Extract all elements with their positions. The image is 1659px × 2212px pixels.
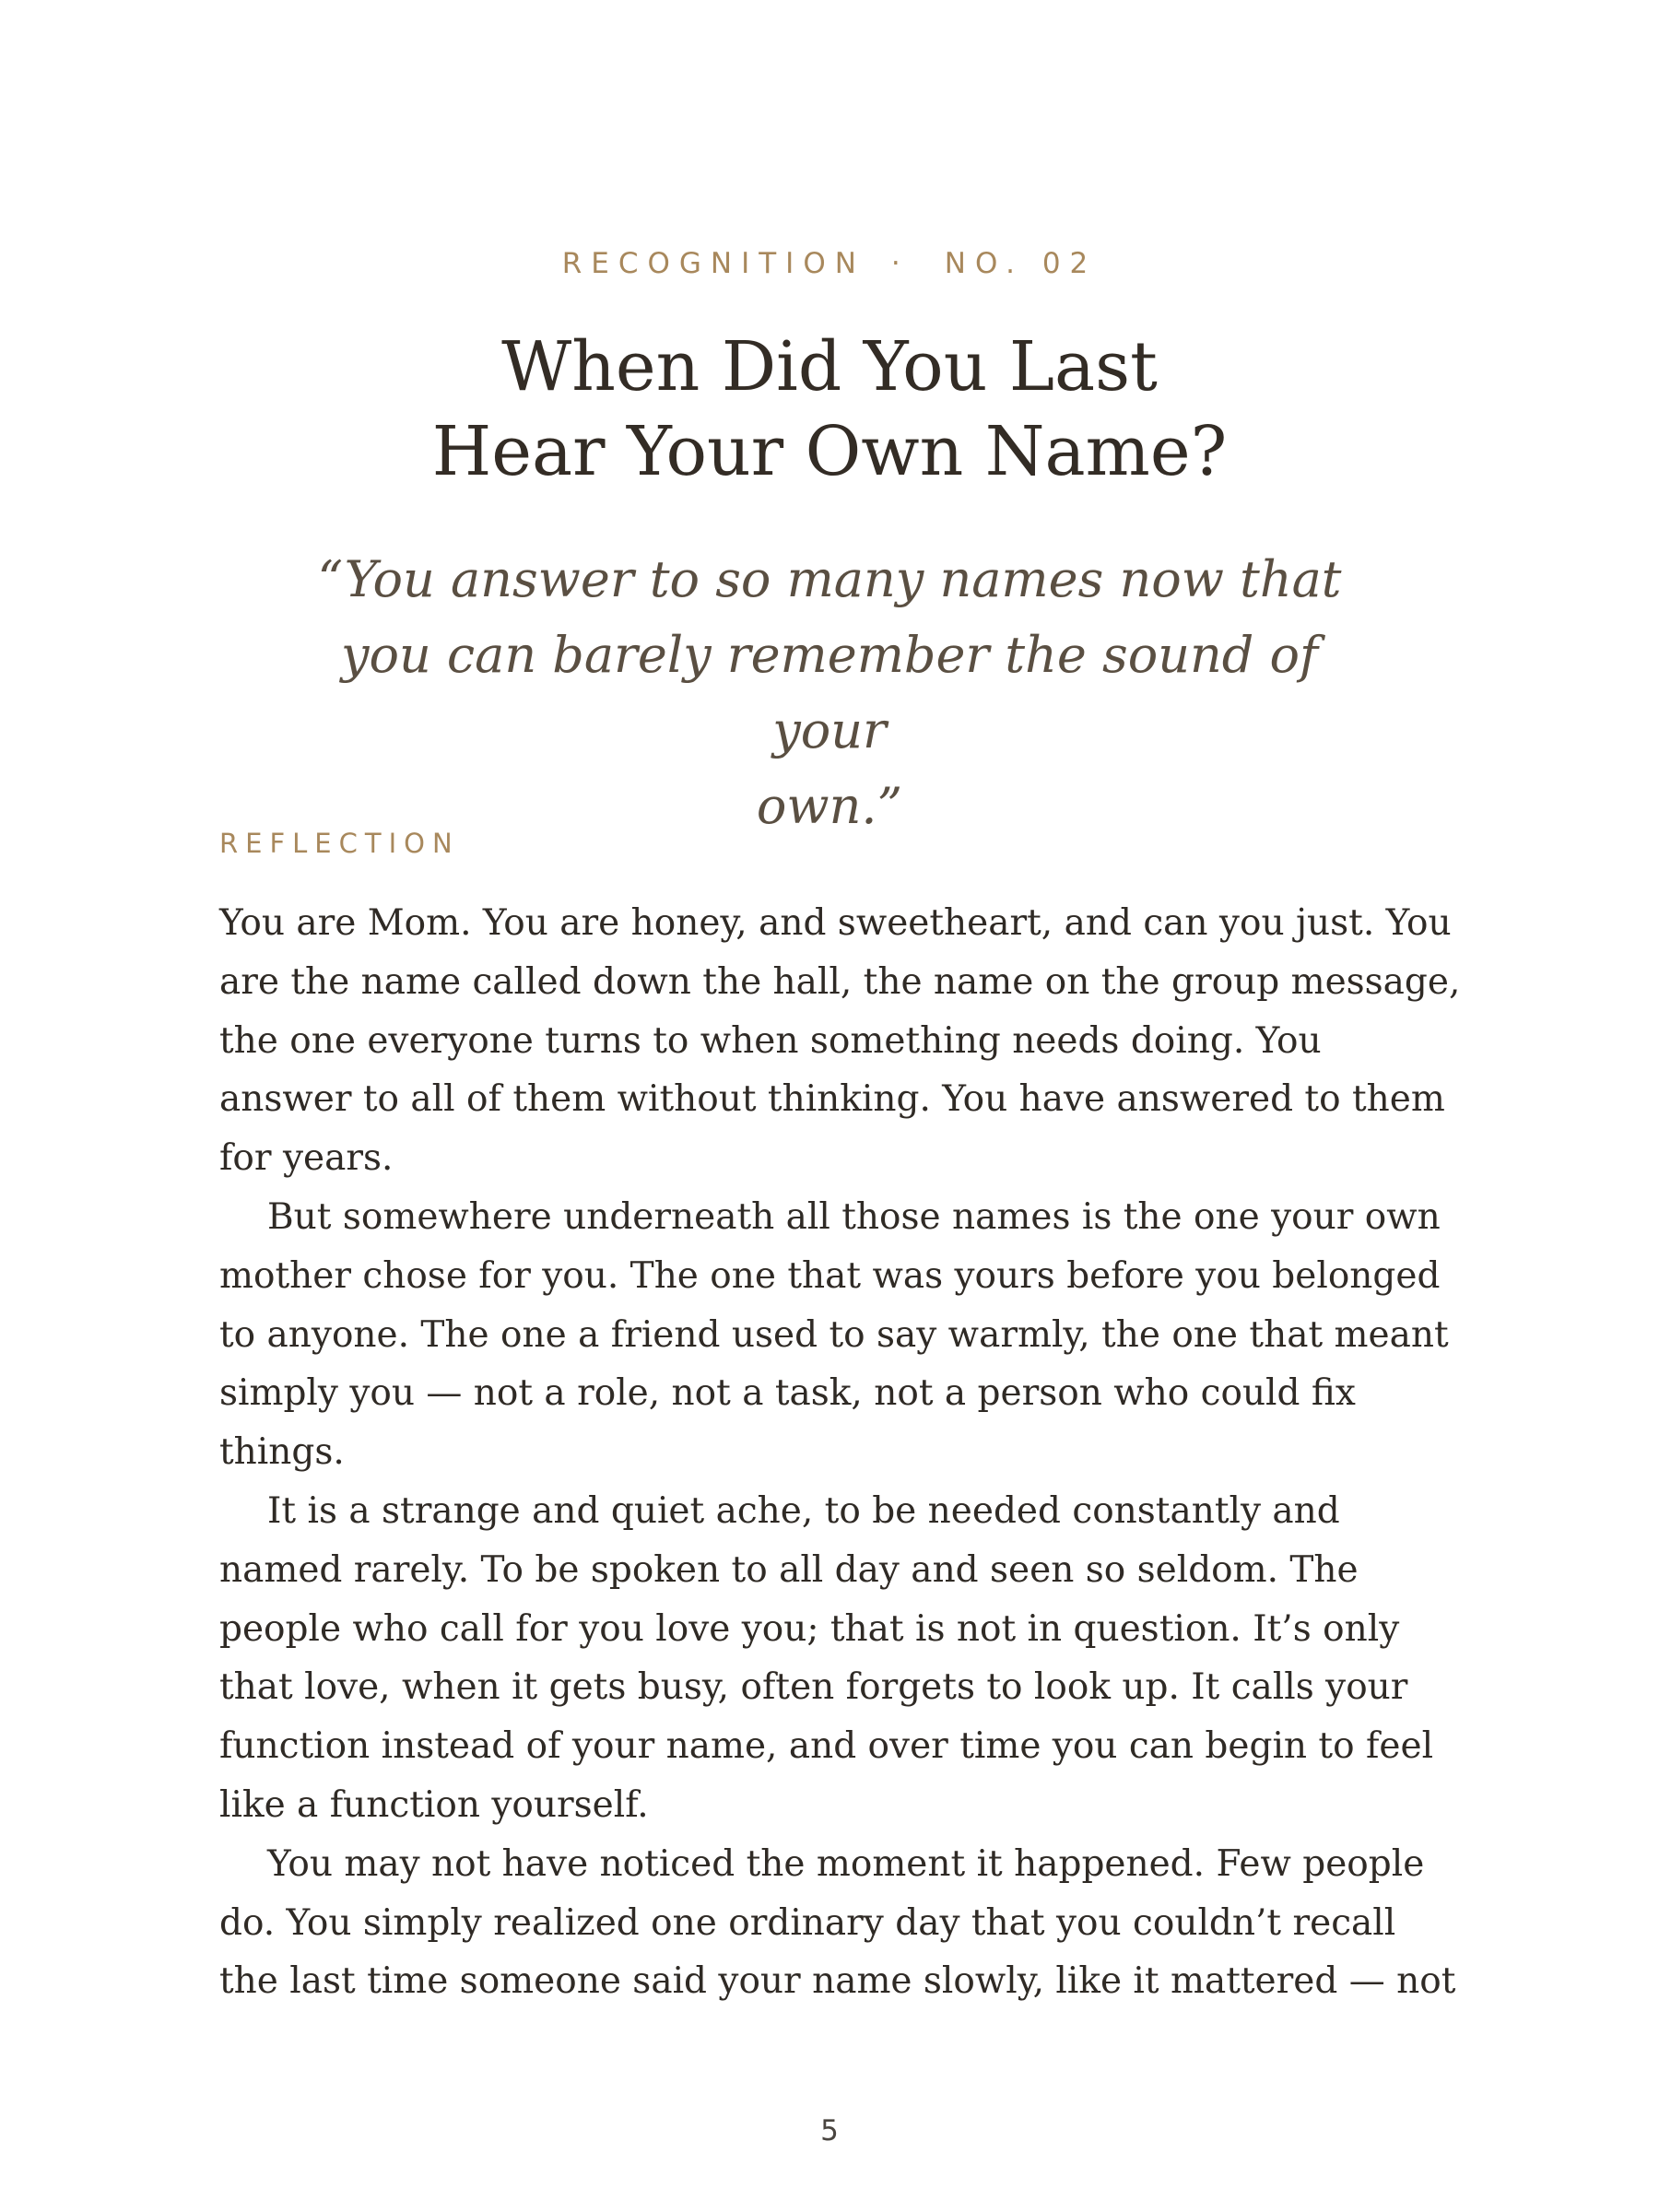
chapter-title-line: Hear Your Own Name?: [431, 412, 1228, 491]
text-line: It is a strange and quiet ache, to be needed constantly and: [267, 1489, 1340, 1532]
text-line: the one everyone turns to when something needs doing. You: [219, 1019, 1322, 1062]
text-line: people who call for you love you; that is not in question. It’s only: [219, 1607, 1400, 1650]
text-line: that love, when it gets busy, often forgets to look up. It calls your: [219, 1666, 1408, 1709]
text-line: You may not have noticed the moment it happened. Few people: [267, 1842, 1425, 1885]
chapter-eyebrow: [0, 247, 1659, 280]
chapter-category: RECOGNITION: [561, 247, 865, 280]
epigraph-line: own.”: [756, 777, 903, 835]
text-line: the last time someone said your name slowly, like it mattered — not: [219, 1960, 1456, 2003]
text-line: for years.: [219, 1137, 394, 1180]
chapter-number: NO. 02: [944, 247, 1098, 280]
text-line: do. You simply realized one ordinary day that you couldn’t recall: [219, 1901, 1396, 1944]
text-line: function instead of your name, and over time you can begin to feel: [219, 1725, 1434, 1768]
epigraph-line: you can barely remember the sound of your: [340, 626, 1319, 759]
text-line: You are Mom. You are honey, and sweetheart, and can you just. You: [219, 902, 1452, 944]
page-number: 5: [820, 2114, 839, 2147]
reflection-body: [219, 894, 1461, 2011]
text-line: like a function yourself.: [219, 1783, 649, 1826]
epigraph-line: “You answer to so many names now that: [317, 550, 1342, 608]
eyebrow-separator: ·: [890, 247, 910, 280]
paragraph: [219, 1188, 1454, 1482]
chapter-title-line: When Did You Last: [501, 327, 1158, 406]
paragraph: [219, 1835, 1454, 2011]
text-line: answer to all of them without thinking. You have answered to them: [219, 1078, 1445, 1121]
text-line: are the name called down the hall, the name on the group message,: [219, 960, 1461, 1003]
text-line: things.: [219, 1431, 345, 1474]
text-line: simply you — not a role, not a task, not a person who could fix: [219, 1372, 1356, 1415]
section-label: REFLECTION: [219, 828, 460, 859]
paragraph: [219, 1482, 1454, 1835]
text-line: to anyone. The one a friend used to say warmly, the one that meant: [219, 1313, 1449, 1356]
epigraph-quote: [276, 542, 1382, 844]
text-line: mother chose for you. The one that was yours before you belonged: [219, 1254, 1441, 1297]
paragraph: [219, 894, 1461, 1188]
chapter-title: [0, 324, 1659, 494]
text-line: named rarely. To be spoken to all day and seen so seldom. The: [219, 1548, 1359, 1591]
text-line: But somewhere underneath all those names is the one your own: [267, 1195, 1441, 1238]
